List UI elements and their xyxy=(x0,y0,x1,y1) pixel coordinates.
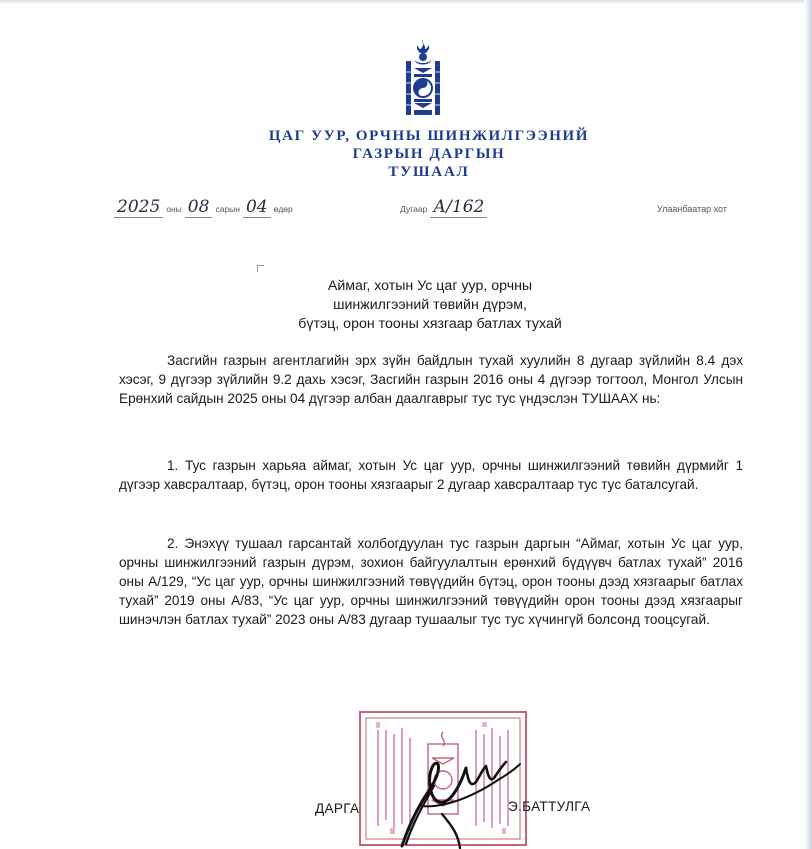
date-year-label: оны xyxy=(166,204,182,214)
issue-city: Улаанбаатар хот xyxy=(657,204,727,214)
handwritten-signature-icon xyxy=(330,716,560,849)
organization-role: ГАЗРЫН ДАРГЫН xyxy=(352,146,506,162)
preamble-paragraph xyxy=(119,351,743,408)
organization-header xyxy=(200,127,658,181)
date-day-label: өдөр xyxy=(273,204,293,214)
title-line-3: бүтэц, орон тооны хязгаар батлах тухай xyxy=(298,316,562,332)
clause-1-text: 1. Тус газрын харьяа аймаг, хотын Ус цаг уур, орчны шинжилгээний төвийн дүрмийг 1 дүгээр хавсралтаар, бүтэц, орон тооны хязгаарыг 2 дугаар хавсралтаар тус тус баталсугай. xyxy=(119,458,743,492)
order-title xyxy=(250,277,610,334)
preamble-text: Засгийн газрын агентлагийн эрх зүйн байдлын тухай хуулийн 8 дугаар зүйлийн 8.4 дэх хэсэг, 9 дүгээр зүйлийн 9.2 дахь хэсэг, Засгийн газрын 2016 оны 4 дүгээр тогтоол, Монгол Улсын Ерөнхий сайдын 2025 оны 04 дүгээр албан даалгаврыг тус тус үндэслэн ТУШААХ нь: xyxy=(119,353,743,406)
date-month: 08 xyxy=(185,197,213,218)
order-number-line xyxy=(397,197,487,225)
clause-1-paragraph xyxy=(119,456,743,494)
scan-edge-right xyxy=(804,0,812,849)
document-type: ТУШААЛ xyxy=(388,164,470,180)
title-corner-mark xyxy=(257,265,264,272)
title-line-1: Аймаг, хотын Ус цаг уур, орчны xyxy=(327,278,533,294)
organization-name: ЦАГ УУР, ОРЧНЫ ШИНЖИЛГЭЭНИЙ xyxy=(268,128,590,144)
date-line xyxy=(114,197,296,225)
order-number: А/162 xyxy=(430,197,487,218)
signatory-title: ДАРГА xyxy=(315,801,360,816)
title-line-2: шинжилгээний төвийн дүрэм, xyxy=(333,297,527,313)
soyombo-emblem-icon xyxy=(400,37,446,119)
signatory-name: Э.БАТТУЛГА xyxy=(508,799,591,814)
date-month-label: сарын xyxy=(215,204,240,214)
scan-edge-top xyxy=(0,0,812,4)
date-year: 2025 xyxy=(114,197,163,218)
clause-2-paragraph xyxy=(119,534,743,629)
order-number-label: Дугаар xyxy=(400,204,428,214)
clause-2-text: 2. Энэхүү тушаал гарсантай холбогдуулан тус газрын даргын “Аймаг, хотын Ус цаг уур, орчны шинжилгээний газрын дүрэм, зохион байгуулалтын ерөнхий бүдүүвч батлах тухай” 2016 оны А/129, “Ус цаг уур, орчны шинжилгээний төвүүдийн бүтэц, орон тооны дээд хязгаарыг батлах тухай” 2019 оны А/83, “Ус цаг уур, орчны шинжилгээний төвүүдийн орон тооны дээд хязгаарыг шинэчлэн батлах тухай” 2023 оны А/83 дугаар тушаалыг тус тус хүчингүй болсонд тооцсугай. xyxy=(119,536,743,627)
date-day: 04 xyxy=(243,197,271,218)
